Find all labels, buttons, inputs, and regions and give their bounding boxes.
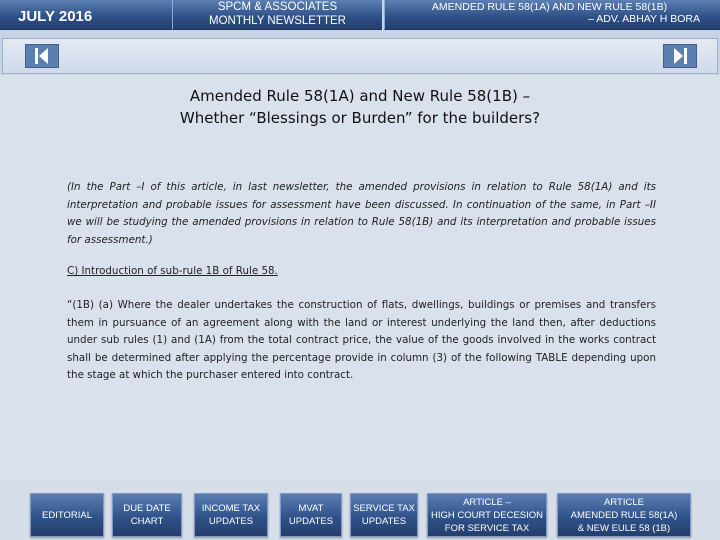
arrow-right-icon bbox=[664, 45, 696, 67]
button-label: DUE DATE bbox=[123, 503, 171, 514]
article-high-court-button[interactable] bbox=[427, 493, 547, 537]
section-subheading: C) Introduction of sub-rule 1B of Rule 58. bbox=[67, 265, 278, 277]
button-label: SERVICE TAX bbox=[353, 503, 415, 514]
header-bar bbox=[0, 0, 720, 30]
due-date-chart-button[interactable] bbox=[112, 493, 182, 537]
article-title-banner bbox=[384, 0, 720, 30]
mvat-updates-button[interactable] bbox=[280, 493, 342, 537]
prev-page-button[interactable] bbox=[25, 44, 59, 68]
firm-name-line2: MONTHLY NEWSLETTER bbox=[209, 15, 346, 27]
article-title-line1: AMENDED RULE 58(1A) AND NEW RULE 58(1B) bbox=[431, 1, 668, 13]
article-heading-line2: Whether “Blessings or Burden” for the builders? bbox=[179, 109, 541, 127]
article-author: – ADV. ABHAY H BORA bbox=[588, 13, 700, 25]
button-label: INCOME TAX bbox=[201, 503, 261, 514]
newsletter-date: JULY 2016 bbox=[0, 0, 172, 30]
button-label: UPDATES bbox=[288, 516, 334, 527]
firm-name bbox=[172, 0, 382, 30]
button-label: HIGH COURT DECESION bbox=[430, 509, 544, 521]
button-label: ARTICLE – bbox=[463, 496, 511, 508]
service-tax-updates-button[interactable] bbox=[350, 493, 418, 537]
editorial-button[interactable] bbox=[30, 493, 104, 537]
button-label: AMENDED RULE 58(1A) bbox=[570, 509, 678, 521]
button-label: EDITORIAL bbox=[42, 509, 92, 521]
button-label: CHART bbox=[130, 516, 164, 527]
button-label: FOR SERVICE TAX bbox=[444, 522, 530, 534]
arrow-left-icon bbox=[26, 45, 58, 67]
button-label: ARTICLE bbox=[604, 496, 644, 508]
button-label: & NEW EULE 58 (1B) bbox=[577, 522, 671, 534]
article-amended-rule-button[interactable] bbox=[557, 493, 691, 537]
next-page-button[interactable] bbox=[663, 44, 697, 68]
article-heading-line1: Amended Rule 58(1A) and New Rule 58(1B) – bbox=[189, 87, 531, 105]
income-tax-updates-button[interactable] bbox=[194, 493, 268, 537]
rule-text-paragraph: “(1B) (a) Where the dealer undertakes the construction of flats, dwellings, buildings or premises and transfers them in pursuance of an agreement along with the land or interest underlying the land then, after deductions under sub rules (1) and (1A) from the total contract price, the value of the goods involved in the works contract shall be determined after applying the percentage provide in column (3) of the following TABLE depending upon the stage at which the purchaser entered into contract. bbox=[67, 299, 656, 381]
button-label: UPDATES bbox=[361, 516, 407, 527]
button-label: UPDATES bbox=[208, 516, 254, 527]
intro-paragraph: (In the Part –I of this article, in last newsletter, the amended provisions in relation to Rule 58(1A) and its interpretation and probable issues for assessment have been discussed. In continuation of the same, in Part –II we will be studying the amended provisions in relation to Rule 58(1B) and its interpretation and probable issues for assessment.) bbox=[67, 181, 656, 246]
firm-name-line1: SPCM & ASSOCIATES bbox=[217, 1, 338, 13]
navigation-bar bbox=[2, 38, 718, 74]
button-label: MVAT bbox=[298, 503, 324, 514]
article-heading bbox=[0, 85, 720, 129]
